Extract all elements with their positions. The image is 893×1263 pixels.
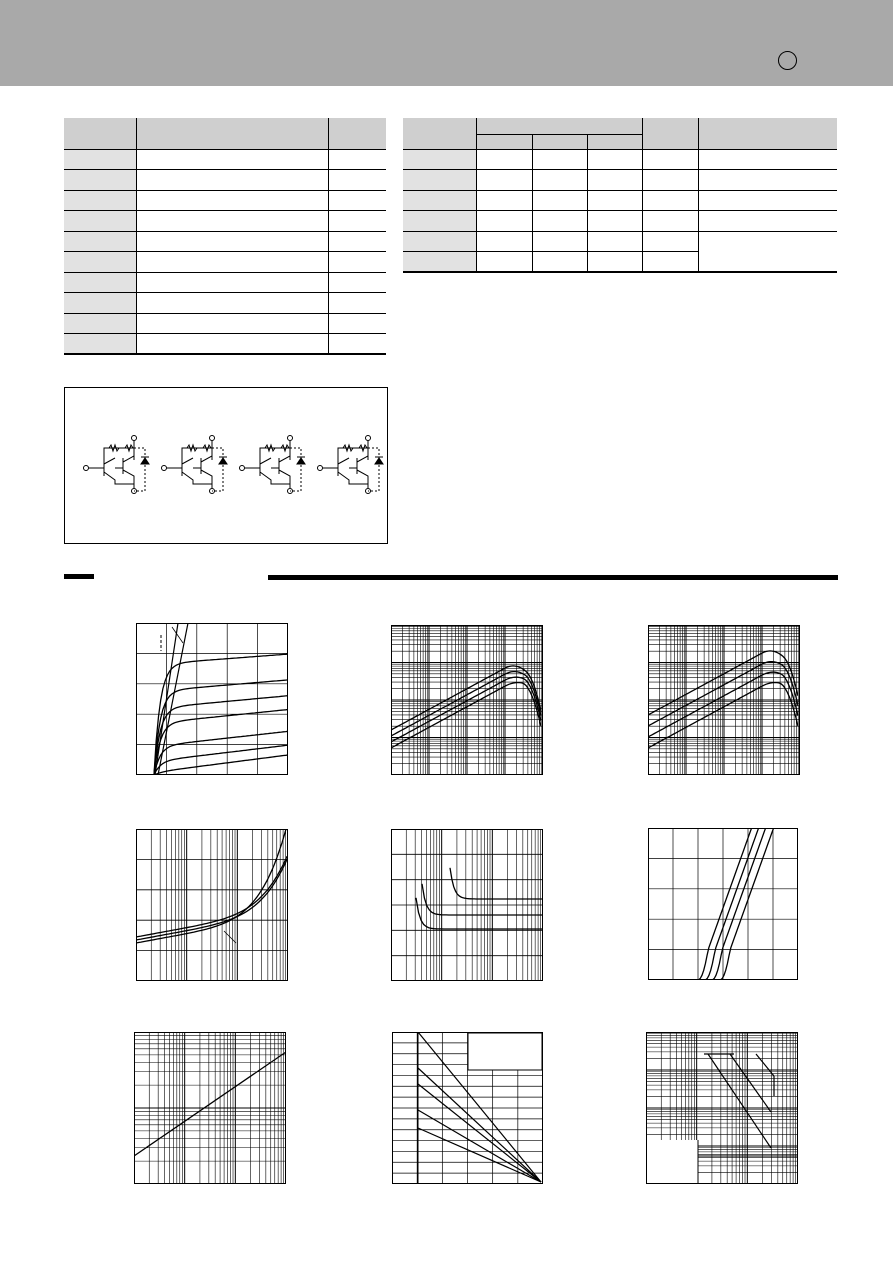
table-cell	[136, 334, 328, 355]
subheader-cell	[587, 134, 642, 149]
table-cell	[64, 252, 136, 273]
table-row	[64, 149, 386, 170]
table-cell	[587, 211, 642, 232]
diode-icon	[297, 458, 305, 464]
table-row	[64, 252, 386, 273]
table-cell	[698, 211, 837, 232]
table-row	[64, 211, 386, 232]
graph-dc-current-gain-temperature	[648, 625, 800, 775]
header-cell	[136, 118, 328, 149]
table-cell	[136, 272, 328, 293]
graph-switching-characteristics	[391, 829, 543, 981]
table-cell	[328, 149, 386, 170]
output-curve	[154, 755, 288, 775]
table-cell	[587, 252, 642, 273]
transfer-curve	[690, 828, 775, 980]
transistor-q2	[123, 448, 134, 484]
equivalent-circuit-box	[64, 387, 388, 544]
base-terminal	[162, 466, 167, 471]
table-cell	[698, 170, 837, 191]
collector-terminal	[210, 436, 215, 441]
graph-transfer-characteristics	[648, 828, 798, 980]
table-cell	[532, 231, 587, 252]
table-cell	[136, 211, 328, 232]
table-row	[403, 190, 837, 211]
table-cell	[64, 272, 136, 293]
gain-curve	[391, 677, 541, 742]
circuit-unit	[318, 436, 384, 494]
circle-mark-icon	[778, 51, 797, 70]
collector-terminal	[288, 436, 293, 441]
table-cell	[532, 170, 587, 191]
table-cell	[587, 170, 642, 191]
table-cell	[698, 149, 837, 170]
header-bar	[0, 0, 893, 86]
table-cell	[328, 190, 386, 211]
plot-frame	[137, 624, 288, 775]
derating-line	[418, 1110, 541, 1182]
legend-area	[647, 1140, 698, 1183]
darlington-transistor-circuit-icon	[65, 388, 387, 543]
table-header-row	[403, 118, 837, 134]
table-row	[64, 272, 386, 293]
table-cell	[328, 293, 386, 314]
table-cell	[403, 190, 476, 211]
table-cell	[532, 252, 587, 273]
table-cell	[476, 170, 532, 191]
derating-line	[418, 1068, 541, 1182]
characteristics-table	[403, 118, 837, 273]
header-cell	[476, 118, 642, 134]
table-cell	[64, 313, 136, 334]
table-cell	[532, 190, 587, 211]
diode-icon	[219, 458, 227, 464]
subheader-cell	[532, 134, 587, 149]
table-cell	[64, 231, 136, 252]
header-cell	[328, 118, 386, 149]
diode-loop	[212, 448, 223, 491]
table-cell	[64, 211, 136, 232]
table-header-row	[64, 118, 386, 149]
diode-icon	[375, 458, 383, 464]
table-cell	[587, 231, 642, 252]
output-curve	[158, 623, 188, 775]
table-cell	[476, 149, 532, 170]
transfer-curve	[675, 828, 760, 980]
circuit-unit	[240, 436, 306, 494]
table-cell	[587, 149, 642, 170]
base-terminal	[240, 466, 245, 471]
table-cell	[476, 211, 532, 232]
table-cell	[64, 149, 136, 170]
table-cell	[698, 231, 837, 272]
table-cell	[403, 211, 476, 232]
section-rule-short	[64, 574, 94, 579]
graph-power-derating	[392, 1032, 543, 1184]
circuit-unit	[84, 436, 150, 494]
gain-curve	[391, 683, 541, 748]
table-cell	[136, 190, 328, 211]
table-row	[403, 149, 837, 170]
base-terminal	[84, 466, 89, 471]
header-cell	[642, 118, 698, 149]
legend-box	[468, 1033, 542, 1070]
table-cell	[328, 272, 386, 293]
plot-frame	[137, 830, 288, 981]
table-cell	[64, 293, 136, 314]
table-row	[64, 231, 386, 252]
table-cell	[642, 170, 698, 191]
header-cell	[403, 118, 476, 149]
table-row	[64, 313, 386, 334]
switching-curve	[450, 868, 543, 899]
table-cell	[476, 231, 532, 252]
gain-curve	[391, 666, 541, 730]
output-curve	[154, 710, 288, 776]
ratings-table	[64, 118, 386, 355]
diode-loop	[368, 448, 379, 491]
table-cell	[642, 211, 698, 232]
graph-dc-current-gain	[391, 625, 543, 775]
header-cell	[698, 118, 837, 149]
table-cell	[642, 190, 698, 211]
transistor-q2	[201, 448, 212, 484]
table-cell	[642, 252, 698, 273]
derating-line	[418, 1128, 541, 1182]
graph-saturation-voltage	[136, 829, 288, 981]
circuit-unit	[162, 436, 228, 494]
transistor-q2	[279, 448, 290, 484]
table-cell	[476, 252, 532, 273]
table-cell	[476, 190, 532, 211]
graph-transient-thermal-impedance	[134, 1032, 286, 1184]
table-row	[403, 170, 837, 191]
transfer-curve	[668, 828, 753, 980]
table-cell	[587, 190, 642, 211]
table-row	[403, 231, 837, 252]
table-cell	[328, 170, 386, 191]
table-cell	[328, 313, 386, 334]
table-row	[403, 211, 837, 232]
diode-loop	[290, 448, 301, 491]
table-cell	[328, 252, 386, 273]
table-cell	[328, 211, 386, 232]
table-cell	[328, 334, 386, 355]
diode-icon	[141, 458, 149, 464]
table-cell	[136, 231, 328, 252]
table-cell	[403, 252, 476, 273]
table-row	[64, 293, 386, 314]
gain-curve	[648, 683, 798, 748]
table-cell	[328, 231, 386, 252]
table-cell	[642, 231, 698, 252]
table-cell	[136, 149, 328, 170]
table-cell	[642, 149, 698, 170]
table-cell	[64, 170, 136, 191]
section-rule-long	[268, 575, 838, 580]
table-cell	[136, 293, 328, 314]
table-cell	[64, 334, 136, 355]
table-row	[64, 190, 386, 211]
collector-terminal	[366, 436, 371, 441]
table-row	[64, 170, 386, 191]
table-cell	[403, 170, 476, 191]
table-cell	[698, 190, 837, 211]
table-cell	[532, 149, 587, 170]
thermal-impedance-line	[134, 1052, 286, 1156]
transistor-q2	[357, 448, 368, 484]
graph-safe-operating-area	[646, 1032, 798, 1184]
table-cell	[136, 170, 328, 191]
diode-loop	[134, 448, 145, 491]
gain-curve	[648, 662, 798, 726]
table-cell	[403, 149, 476, 170]
graph-output-characteristics	[136, 623, 288, 775]
table-cell	[64, 190, 136, 211]
collector-terminal	[132, 436, 137, 441]
header-cell	[64, 118, 136, 149]
derating-line	[418, 1084, 541, 1182]
base-terminal	[318, 466, 323, 471]
subheader-cell	[476, 134, 532, 149]
table-cell	[136, 313, 328, 334]
table-cell	[136, 252, 328, 273]
table-row	[64, 334, 386, 355]
table-cell	[532, 211, 587, 232]
table-cell	[403, 231, 476, 252]
